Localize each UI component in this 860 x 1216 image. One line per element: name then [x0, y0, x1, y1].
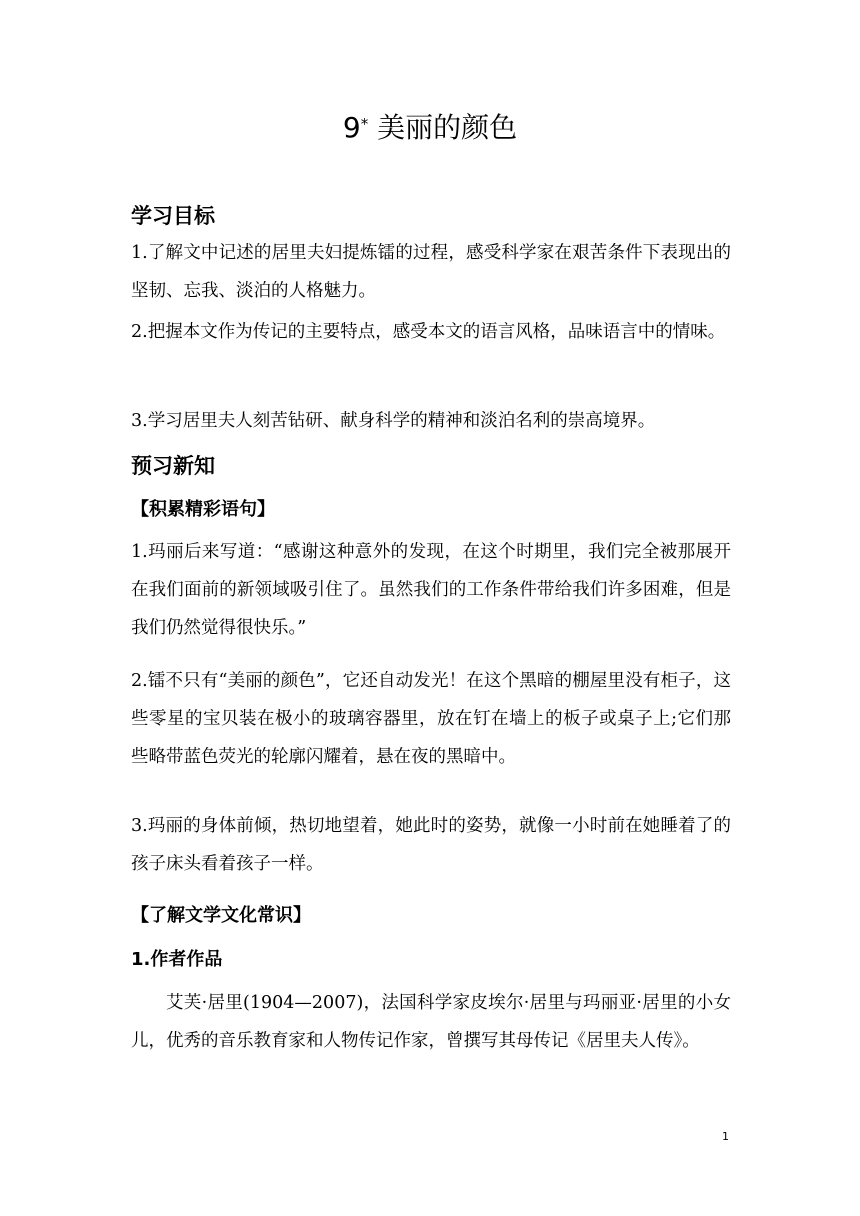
accumulate-heading: 【积累精彩语句】 [131, 499, 275, 520]
goals-heading: 学习目标 [131, 204, 215, 228]
goal-item-3: 3.学习居里夫人刻苦钻研、献身科学的精神和淡泊名利的崇高境界。 [131, 411, 656, 431]
author-works-heading: 1.作者作品 [131, 949, 223, 970]
goal-item-1: 1.了解文中记述的居里夫妇提炼镭的过程，感受科学家在艰苦条件下表现出的坚韧、忘我、淡泊的人格魅力。 [131, 243, 731, 301]
page-number: 1 [722, 1130, 729, 1143]
literature-heading: 【了解文学文化常识】 [131, 905, 311, 926]
goal-item-2: 2.把握本文作为传记的主要特点，感受本文的语言风格，品味语言中的情味。 [131, 322, 726, 342]
title-text: 美丽的颜色 [377, 111, 518, 144]
quote-item-1: 1.玛丽后来写道：“感谢这种意外的发现，在这个时期里，我们完全被那展开在我们面前的新领域吸引住了。虽然我们的工作条件带给我们许多困难，但是我们仍然觉得很快乐。” [131, 542, 731, 638]
page-title [0, 108, 860, 148]
title-number: 9 [342, 111, 361, 144]
title-marker: * [360, 115, 369, 133]
author-intro: 艾芙·居里(1904—2007)，法国科学家皮埃尔·居里与玛丽亚·居里的小女儿，优秀的音乐教育家和人物传记作家，曾撰写其母传记《居里夫人传》。 [131, 993, 731, 1051]
quote-item-3: 3.玛丽的身体前倾，热切地望着，她此时的姿势，就像一小时前在她睡着了的孩子床头看着孩子一样。 [131, 816, 731, 874]
quote-item-2: 2.镭不只有“美丽的颜色”，它还自动发光！在这个黑暗的棚屋里没有柜子，这些零星的宝贝装在极小的玻璃容器里，放在钉在墙上的板子或桌子上;它们那些略带蓝色荧光的轮廓闪耀着，悬在夜的黑暗中。 [131, 671, 731, 767]
preview-heading: 预习新知 [131, 454, 215, 478]
